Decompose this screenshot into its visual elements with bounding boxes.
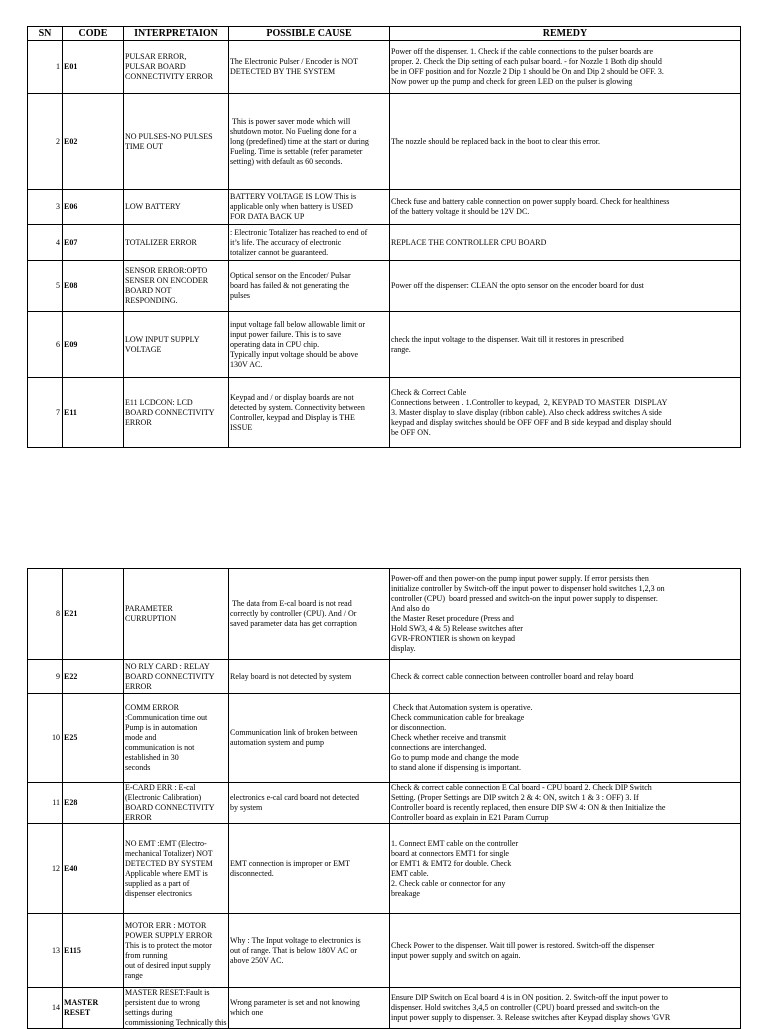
cell-possible-cause: [229, 261, 390, 312]
cell-sn: 13: [28, 914, 63, 988]
cell-line: electronics e-cal card board not detected: [230, 793, 360, 802]
cell-code: E06: [63, 190, 124, 225]
cell-line: 1. Connect EMT cable on the controller: [391, 838, 519, 848]
cell-line: connections are interchanged.: [391, 743, 487, 752]
cell-line: Power off the dispenser: CLEAN the opto sensor on the encoder board for dust: [391, 281, 644, 290]
cell-line: it’s life. The accuracy of electronic: [230, 237, 342, 247]
cell-line: Now power up the pump and check for green LED on the pulser is glowing: [391, 77, 633, 86]
cell-interpretation: [124, 694, 229, 783]
cell-possible-cause: [229, 824, 390, 914]
header-code: CODE: [63, 27, 124, 41]
table-row: [28, 660, 741, 694]
header-row: [28, 27, 741, 41]
cell-sn: 8: [28, 569, 63, 660]
cell-remedy: [390, 94, 741, 190]
cell-line: NO EMT :EMT (Electro-: [125, 838, 207, 848]
cell-line: shutdown motor. No Fueling done for a: [230, 126, 357, 136]
error-code-table-1: [27, 26, 741, 448]
cell-interpretation: [124, 190, 229, 225]
cell-line: The data from E-cal board is not read: [230, 599, 352, 608]
error-code-table-2: [27, 568, 741, 1029]
table-row: [28, 914, 741, 988]
cell-line: seconds: [125, 763, 151, 772]
cell-line: Hold SW3, 4 & 5) Release switches after: [391, 624, 523, 633]
header-possible-cause: POSSIBLE CAUSE: [229, 27, 390, 41]
cell-line: proper. 2. Check the Dip setting of each pulsar board. - for Nozzle 1 Both dip should: [391, 57, 662, 66]
cell-possible-cause: [229, 190, 390, 225]
cell-line: input power supply to dispenser. 3. Release switches after Keypad display shows 'GVR: [391, 1013, 671, 1022]
cell-line: settings during: [125, 1008, 173, 1017]
table-row: [28, 190, 741, 225]
cell-code: E115: [63, 914, 124, 988]
cell-remedy: [390, 988, 741, 1029]
cell-line: BOARD NOT: [125, 286, 172, 295]
cell-line: be OFF ON.: [391, 427, 431, 437]
cell-line: the Master Reset procedure (Press and: [391, 614, 514, 623]
cell-interpretation: [124, 312, 229, 378]
cell-possible-cause: [229, 783, 390, 824]
cell-interpretation: [124, 94, 229, 190]
header-sn: SN: [28, 27, 63, 41]
cell-line: ERROR: [125, 681, 152, 691]
cell-line: out of desired input supply: [125, 960, 211, 970]
cell-line: And also do: [391, 604, 430, 613]
cell-line: : Electronic Totalizer has reached to end of: [230, 227, 368, 237]
cell-interpretation: [124, 225, 229, 261]
cell-code: E21: [63, 569, 124, 660]
cell-line: board at connectors EMT1 for single: [391, 848, 509, 858]
cell-remedy: [390, 914, 741, 988]
cell-sn: 7: [28, 378, 63, 448]
cell-line: MASTER RESET:Fault is: [125, 988, 210, 997]
cell-line: LOW INPUT SUPPLY: [125, 334, 200, 344]
cell-line: correctly by controller (CPU). And / Or: [230, 609, 357, 618]
cell-interpretation: [124, 824, 229, 914]
cell-code: E02: [63, 94, 124, 190]
cell-line: board has failed & not generating the: [230, 281, 350, 290]
cell-line: :Communication time out: [125, 713, 208, 722]
cell-line: PARAMETER: [125, 604, 173, 613]
cell-line: This is to protect the motor: [125, 940, 212, 950]
cell-line: or disconnection.: [391, 723, 447, 732]
table-row: [28, 94, 741, 190]
cell-interpretation: [124, 660, 229, 694]
cell-line: breakage: [391, 888, 420, 898]
cell-line: The Electronic Pulser / Encoder is NOT: [230, 57, 358, 66]
cell-remedy: [390, 824, 741, 914]
cell-line: initialize controller by Switch-off the input power to dispenser hold switches 1,2,3 on: [391, 584, 665, 593]
cell-line: PULSAR BOARD: [125, 62, 186, 71]
cell-line: Fueling. Time is settable (refer parameter: [230, 146, 363, 156]
table-row: [28, 988, 741, 1029]
cell-line: detected by system. Connectivity between: [230, 402, 365, 412]
cell-line: input power failure. This is to save: [230, 329, 342, 339]
cell-line: ISSUE: [230, 422, 253, 432]
cell-line: setting) with default as 60 seconds.: [230, 156, 343, 166]
cell-line: from running: [125, 950, 168, 960]
cell-sn: 2: [28, 94, 63, 190]
cell-line: POWER SUPPLY ERROR: [125, 930, 213, 940]
cell-line: E11 LCDCON: LCD: [125, 397, 193, 407]
cell-line: check the input voltage to the dispenser. Wait till it restores in prescribed: [391, 334, 624, 344]
cell-possible-cause: [229, 914, 390, 988]
cell-line: LOW BATTERY: [125, 202, 181, 211]
cell-possible-cause: [229, 694, 390, 783]
cell-line: 130V AC.: [230, 359, 263, 369]
table-row: [28, 694, 741, 783]
cell-line: applicable only when battery is USED: [230, 202, 353, 211]
cell-line: RESPONDING.: [125, 296, 178, 305]
cell-line: Why : The Input voltage to electronics is: [230, 935, 361, 945]
cell-line: The nozzle should be replaced back in the boot to clear this error.: [391, 136, 601, 146]
cell-remedy: [390, 569, 741, 660]
cell-remedy: [390, 660, 741, 694]
cell-code: E25: [63, 694, 124, 783]
cell-line: 2. Check cable or connector for any: [391, 878, 506, 888]
cell-line: Typically input voltage should be above: [230, 349, 359, 359]
cell-line: totalizer cannot be guaranteed.: [230, 247, 329, 257]
cell-line: EMT cable.: [391, 868, 429, 878]
cell-interpretation: [124, 569, 229, 660]
cell-line: pulses: [230, 291, 250, 300]
cell-line: Connections between . 1.Controller to keypad, 2, KEYPAD TO MASTER DISPLAY: [391, 397, 668, 407]
cell-line: BOARD CONNECTIVITY: [125, 407, 215, 417]
cell-line: FOR DATA BACK UP: [230, 212, 305, 221]
table-row: [28, 41, 741, 94]
table-2-body: [28, 569, 741, 1029]
cell-possible-cause: [229, 41, 390, 94]
cell-code: E07: [63, 225, 124, 261]
cell-line: Wrong parameter is set and not knowing: [230, 998, 360, 1007]
cell-line: persistent due to wrong: [125, 998, 200, 1007]
cell-possible-cause: [229, 94, 390, 190]
cell-code: E08: [63, 261, 124, 312]
header-interpretation: INTERPRETAION: [124, 27, 229, 41]
cell-line: Communication link of broken between: [230, 728, 358, 737]
cell-line: Controller, keypad and Display is THE: [230, 412, 355, 422]
cell-line: TIME OUT: [125, 141, 163, 151]
cell-line: mechanical Totalizer) NOT: [125, 848, 213, 858]
cell-line: ERROR: [125, 417, 152, 427]
cell-line: automation system and pump: [230, 738, 324, 747]
cell-sn: 11: [28, 783, 63, 824]
cell-line: ERROR: [125, 813, 152, 822]
table-row: [28, 225, 741, 261]
cell-line: (Electronic Calibration): [125, 793, 202, 802]
cell-line: dispenser. Hold switches 3,4,5 on controller (CPU) board pressed and switch-on the: [391, 1003, 660, 1012]
cell-line: Check & correct cable connection between controller board and relay board: [391, 671, 634, 681]
cell-sn: 12: [28, 824, 63, 914]
cell-line: Controller board as explain in E21 Param Currup: [391, 813, 549, 822]
cell-line: Check fuse and battery cable connection on power supply board. Check for healthiness: [391, 197, 670, 206]
cell-line: of the battery voltage it should be 12V DC.: [391, 207, 530, 216]
cell-possible-cause: [229, 569, 390, 660]
cell-code: E40: [63, 824, 124, 914]
cell-code: E28: [63, 783, 124, 824]
cell-line: E-CARD ERR : E-cal: [125, 783, 196, 792]
cell-line: commissioning Technically this: [125, 1018, 227, 1027]
cell-line: Applicable where EMT is: [125, 868, 208, 878]
cell-line: Power-off and then power-on the pump input power supply. If error persists then: [391, 574, 649, 583]
table-1-body: [28, 41, 741, 448]
cell-line: range.: [391, 344, 411, 354]
cell-line: Check communication cable for breakage: [391, 713, 525, 722]
cell-line: above 250V AC.: [230, 955, 284, 965]
cell-line: Keypad and / or display boards are not: [230, 392, 354, 402]
cell-code: E22: [63, 660, 124, 694]
cell-line: GVR-FRONTIER is shown on keypad: [391, 634, 515, 643]
cell-line: Optical sensor on the Encoder/ Pulsar: [230, 271, 351, 280]
cell-possible-cause: [229, 312, 390, 378]
cell-interpretation: [124, 783, 229, 824]
cell-line: keypad and display switches should be OFF OFF and B side keypad and display should: [391, 417, 672, 427]
cell-line: Power off the dispenser. 1. Check if the cable connections to the pulser boards are: [391, 47, 653, 56]
cell-sn: 3: [28, 190, 63, 225]
cell-sn: 10: [28, 694, 63, 783]
table-row: [28, 569, 741, 660]
cell-line: PULSAR ERROR,: [125, 52, 187, 61]
cell-line: This is power saver mode which will: [230, 116, 351, 126]
cell-line: saved parameter data has get corraption: [230, 619, 357, 628]
cell-line: DETECTED BY SYSTEM: [125, 858, 213, 868]
cell-code: E11: [63, 378, 124, 448]
cell-line: Check that Automation system is operative.: [391, 703, 533, 712]
cell-possible-cause: [229, 225, 390, 261]
cell-code: E09: [63, 312, 124, 378]
cell-line: by system: [230, 803, 263, 812]
cell-line: which one: [230, 1008, 264, 1017]
cell-remedy: [390, 694, 741, 783]
cell-line: be in OFF position and for Nozzle 2 Dip 1 should be On and Dip 2 should be OFF. 3.: [391, 67, 664, 76]
cell-interpretation: [124, 261, 229, 312]
cell-remedy: [390, 378, 741, 448]
cell-remedy: [390, 261, 741, 312]
cell-line: Go to pump mode and change the mode: [391, 753, 519, 762]
cell-line: communication is not: [125, 743, 195, 752]
cell-line: disconnected.: [230, 868, 274, 878]
table-row: [28, 312, 741, 378]
cell-line: long (predefined) time at the start or during: [230, 136, 369, 146]
cell-line: CURRUPTION: [125, 614, 177, 623]
cell-line: Controller board is recently replaced, then ensure DIP SW 4: ON & then Initialize the: [391, 803, 666, 812]
cell-line: mode and: [125, 733, 157, 742]
cell-sn: 5: [28, 261, 63, 312]
cell-interpretation: [124, 378, 229, 448]
cell-line: NO RLY CARD : RELAY: [125, 661, 210, 671]
cell-sn: 1: [28, 41, 63, 94]
cell-line: dispenser electronics: [125, 888, 192, 898]
cell-line: SENSOR ERROR:OPTO: [125, 266, 208, 275]
cell-sn: 9: [28, 660, 63, 694]
cell-line: to stand alone if dispensing is important.: [391, 763, 521, 772]
cell-line: COMM ERROR: [125, 703, 180, 712]
cell-line: Check & correct cable connection E Cal board - CPU board 2. Check DIP Switch: [391, 783, 652, 792]
table-row: [28, 783, 741, 824]
cell-line: input voltage fall below allowable limit or: [230, 319, 366, 329]
cell-line: Relay board is not detected by system: [230, 671, 352, 681]
cell-line: Check whether receive and transmit: [391, 733, 507, 742]
cell-line: out of range. That is below 180V AC or: [230, 945, 358, 955]
cell-line: 3. Master display to slave display (ribbon cable). Also check address switches A side: [391, 407, 662, 417]
cell-remedy: [390, 225, 741, 261]
cell-line: controller (CPU) board pressed and switch-on the input power supply to dispenser.: [391, 594, 658, 603]
cell-line: Setting. (Proper Settings are DIP switch 2 & 4: ON, switch 1 & 3 : OFF) 3. If: [391, 793, 639, 802]
cell-possible-cause: [229, 988, 390, 1029]
cell-possible-cause: [229, 378, 390, 448]
cell-line: BOARD CONNECTIVITY: [125, 671, 215, 681]
cell-line: MOTOR ERR : MOTOR: [125, 920, 207, 930]
cell-code: MASTER RESET: [63, 988, 124, 1029]
cell-line: DETECTED BY THE SYSTEM: [230, 67, 336, 76]
cell-line: NO PULSES-NO PULSES: [125, 131, 213, 141]
header-remedy: REMEDY: [390, 27, 741, 41]
cell-sn: 4: [28, 225, 63, 261]
cell-interpretation: [124, 41, 229, 94]
cell-line: EMT connection is improper or EMT: [230, 858, 351, 868]
cell-line: Check Power to the dispenser. Wait till power is restored. Switch-off the dispenser: [391, 940, 655, 950]
cell-line: SENSER ON ENCODER: [125, 276, 209, 285]
cell-sn: 14: [28, 988, 63, 1029]
cell-possible-cause: [229, 660, 390, 694]
cell-interpretation: [124, 988, 229, 1029]
cell-line: display.: [391, 644, 416, 653]
cell-interpretation: [124, 914, 229, 988]
table-row: [28, 261, 741, 312]
cell-remedy: [390, 783, 741, 824]
cell-line: Ensure DIP Switch on Ecal board 4 is in ON position. 2. Switch-off the input power to: [391, 993, 668, 1002]
cell-remedy: [390, 312, 741, 378]
cell-line: BATTERY VOLTAGE IS LOW This is: [230, 192, 357, 201]
cell-line: CONNECTIVITY ERROR: [125, 72, 213, 81]
cell-sn: 6: [28, 312, 63, 378]
cell-line: or EMT1 & EMT2 for double. Check: [391, 858, 512, 868]
cell-line: established in 30: [125, 753, 179, 762]
cell-line: BOARD CONNECTIVITY: [125, 803, 215, 812]
cell-code: E01: [63, 41, 124, 94]
table-row: [28, 824, 741, 914]
table-row: [28, 378, 741, 448]
cell-remedy: [390, 41, 741, 94]
cell-line: VOLTAGE: [125, 344, 162, 354]
cell-line: supplied as a part of: [125, 878, 190, 888]
cell-line: Check & Correct Cable: [391, 387, 467, 397]
cell-line: input power supply and switch on again.: [391, 950, 521, 960]
cell-line: REPLACE THE CONTROLLER CPU BOARD: [391, 237, 547, 247]
cell-remedy: [390, 190, 741, 225]
cell-line: operating data in CPU chip.: [230, 339, 320, 349]
cell-line: Pump is in automation: [125, 723, 198, 732]
cell-line: TOTALIZER ERROR: [125, 237, 197, 247]
cell-line: range: [125, 970, 143, 980]
